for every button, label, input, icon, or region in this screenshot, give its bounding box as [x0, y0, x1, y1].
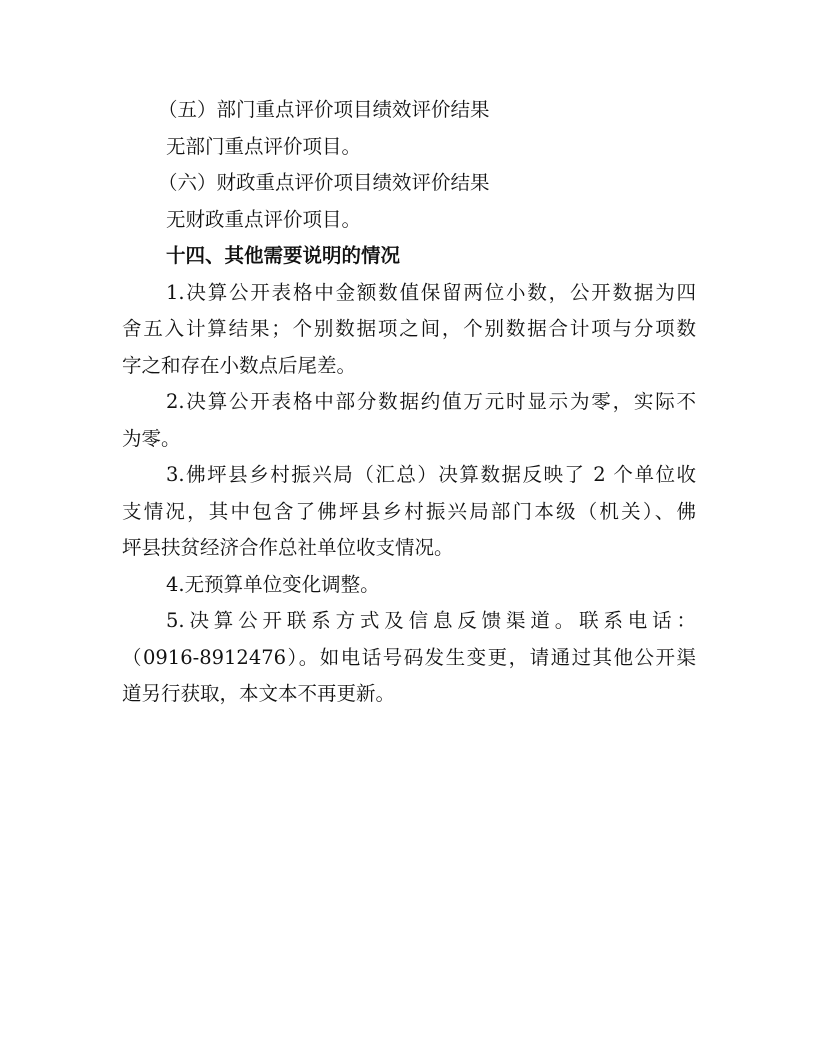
paragraph-line: 4.无预算单位变化调整。 — [166, 572, 380, 596]
section-14-heading: 十四、其他需要说明的情况 — [166, 244, 401, 267]
paragraph-line: 字之和存在小数点后尾差。 — [122, 353, 357, 377]
paragraph-line: 1.决算公开表格中金额数值保留两位小数，公开数据为四 — [166, 280, 696, 304]
paragraph-line: 5.决算公开联系方式及信息反馈渠道。联系电话： — [166, 609, 696, 632]
paragraph-line: 为零。 — [122, 426, 181, 450]
paragraph-1 — [122, 275, 696, 385]
paragraph-line: 坪县扶贫经济合作总社单位收支情况。 — [122, 536, 454, 559]
document-body — [122, 92, 696, 713]
paragraph-line: 支情况，其中包含了佛坪县乡村振兴局部门本级（机关）、佛 — [122, 499, 696, 523]
paragraph-line: 2.决算公开表格中部分数据约值万元时显示为零，实际不 — [166, 390, 696, 413]
section-6-heading: （六）财政重点评价项目绩效评价结果 — [158, 171, 490, 194]
paragraph-5 — [122, 603, 696, 713]
paragraph-4 — [122, 567, 696, 604]
paragraph-line: 舍五入计算结果；个别数据项之间，个别数据合计项与分项数 — [122, 317, 696, 340]
paragraph-2 — [122, 384, 696, 457]
section-5-heading: （五）部门重点评价项目绩效评价结果 — [158, 98, 490, 121]
paragraph-line: 道另行获取，本文本不再更新。 — [122, 682, 396, 705]
paragraph-3 — [122, 457, 696, 567]
section-6-text: 无财政重点评价项目。 — [166, 207, 362, 231]
paragraph-line: 3.佛坪县乡村振兴局（汇总）决算数据反映了 2 个单位收 — [166, 463, 696, 486]
section-5-text: 无部门重点评价项目。 — [166, 134, 362, 158]
paragraph-line: （0916-8912476）。如电话号码发生变更，请通过其他公开渠 — [122, 645, 696, 669]
